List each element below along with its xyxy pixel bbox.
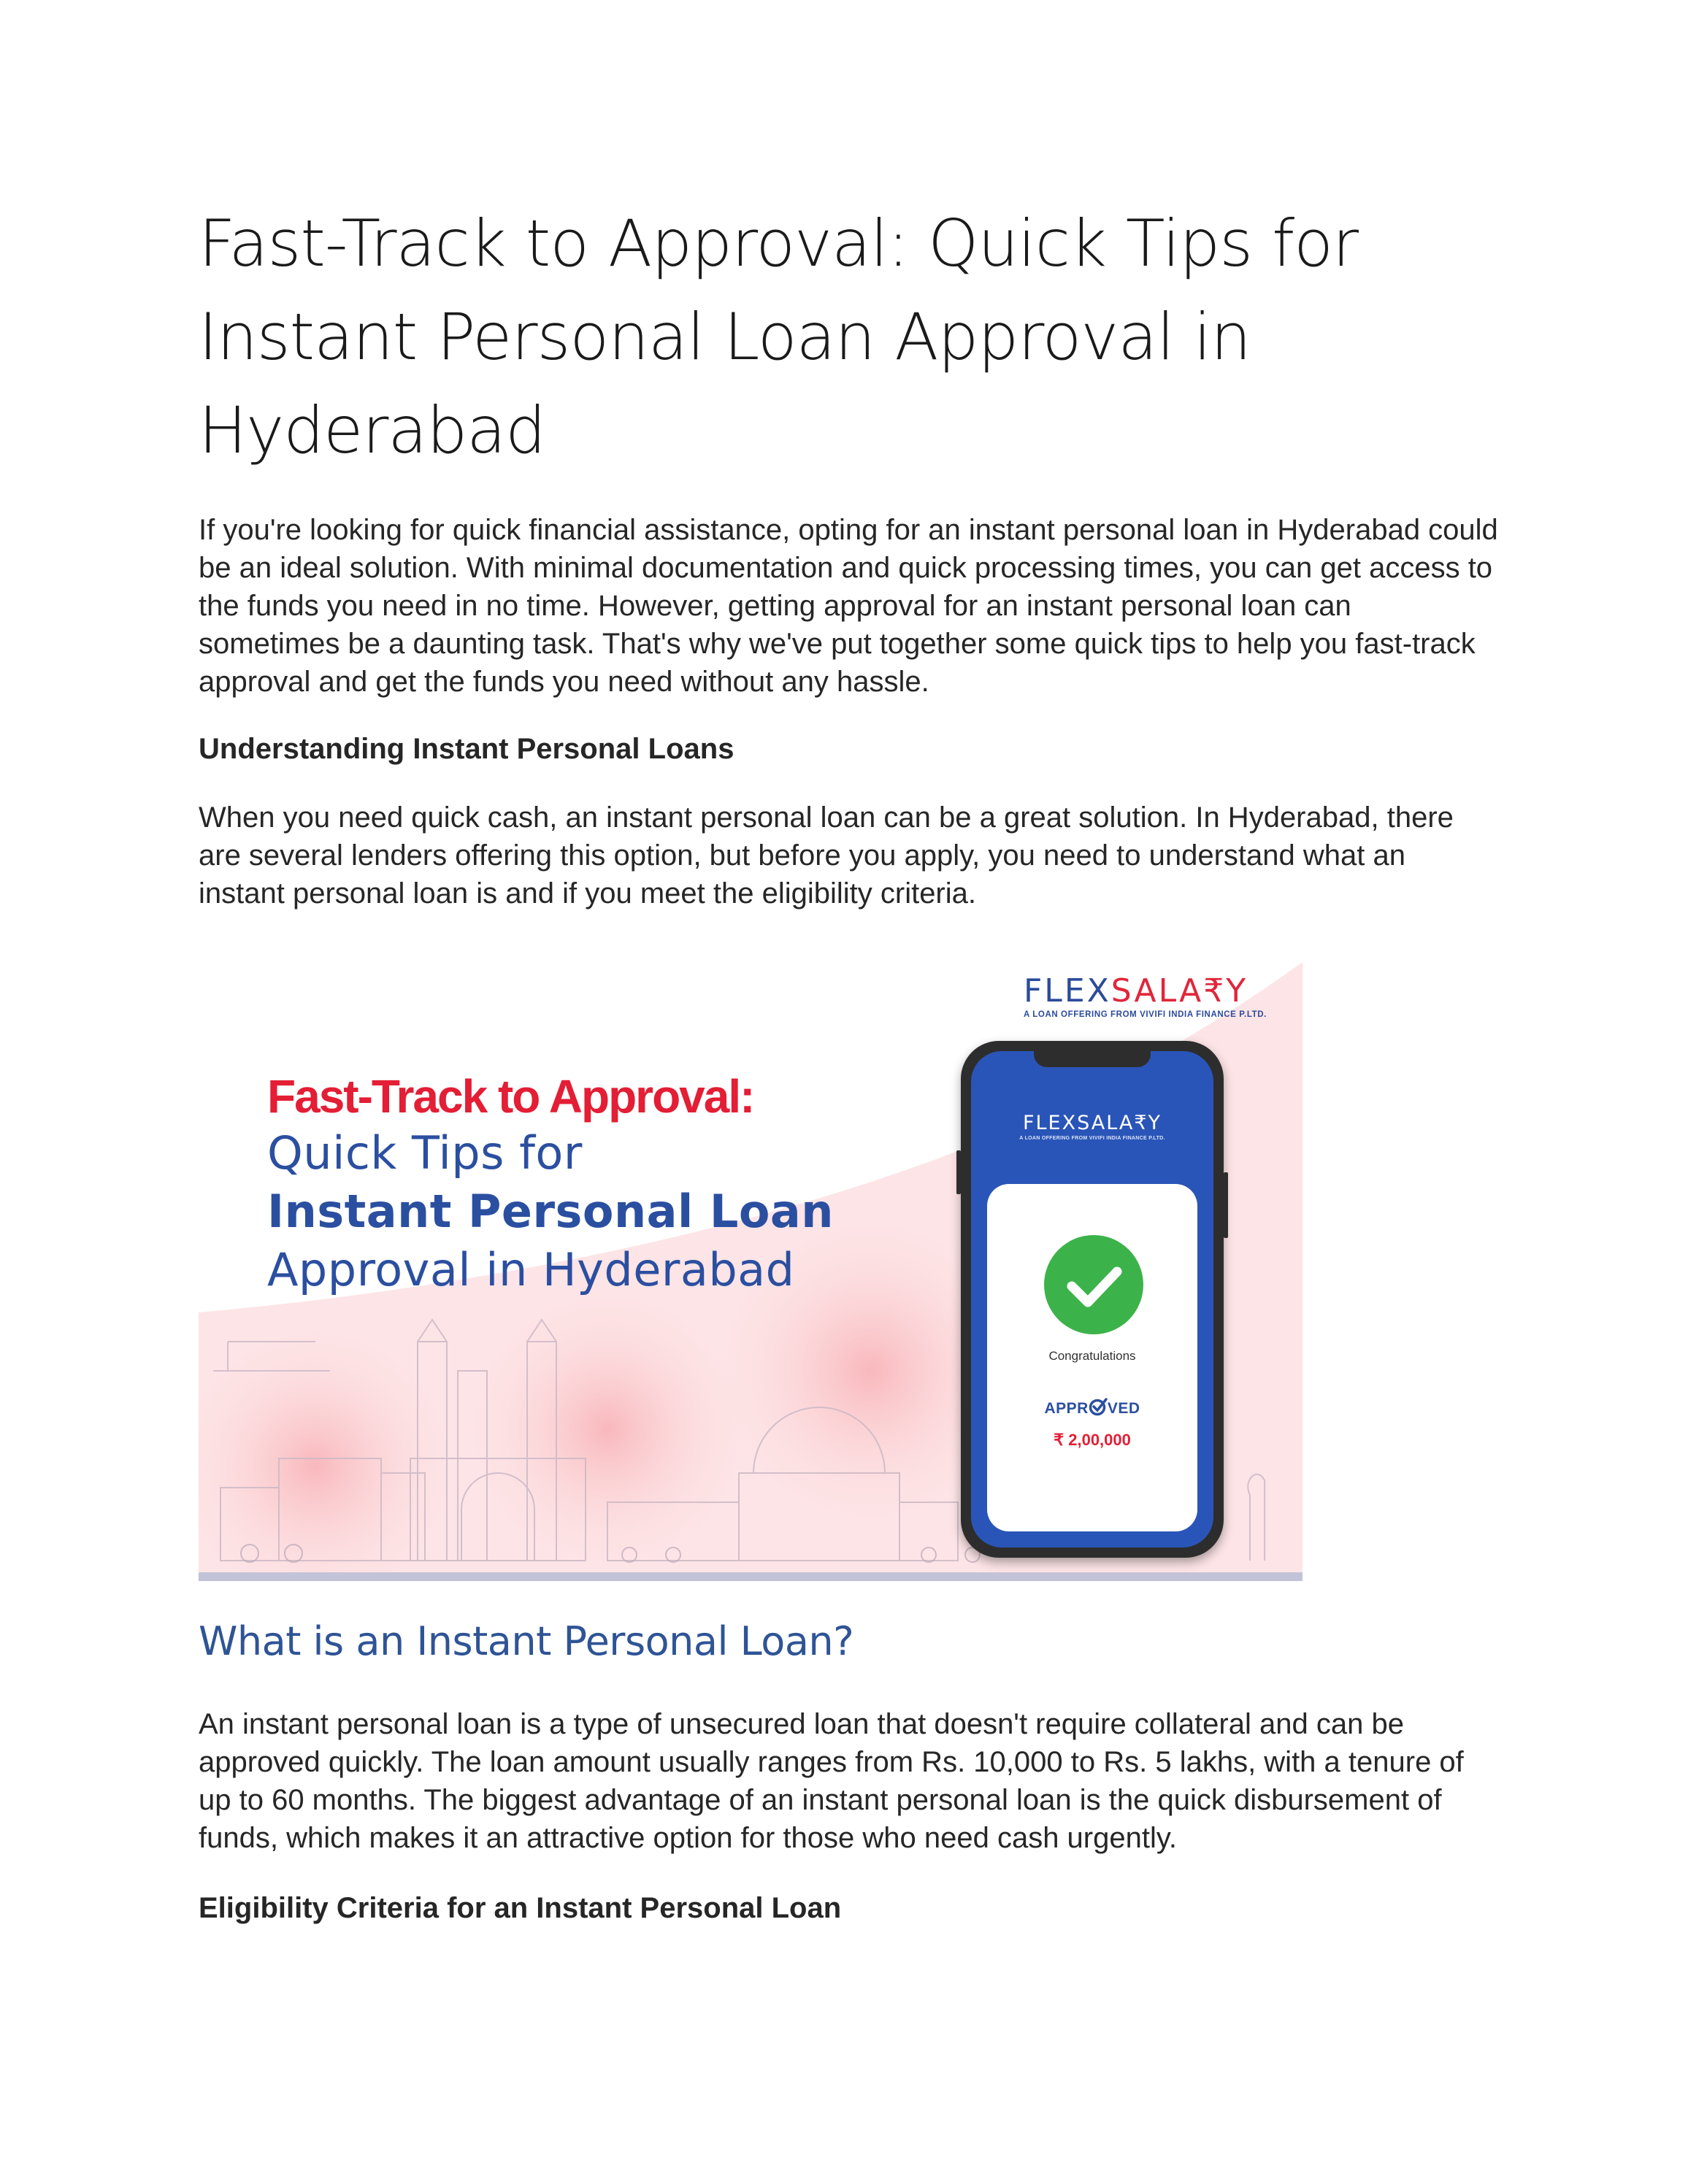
phone-screen bbox=[971, 1051, 1213, 1547]
brand-flex-text: FLEX bbox=[1024, 972, 1111, 1010]
section-heading-what-is: What is an Instant Personal Loan? bbox=[199, 1618, 854, 1664]
headline-line-4: Approval in Hyderabad bbox=[267, 1243, 795, 1296]
phone-mockup bbox=[961, 1041, 1224, 1558]
check-o-icon bbox=[1089, 1397, 1108, 1416]
phone-brand-tagline: A LOAN OFFERING FROM VIVIFI INDIA FINANCE P.LTD. bbox=[1019, 1136, 1165, 1141]
phone-notch bbox=[1034, 1051, 1151, 1067]
phone-brand-salary: SALA₹Y bbox=[1077, 1112, 1162, 1134]
approved-text-left: APPR bbox=[1044, 1400, 1089, 1417]
banner-headline bbox=[267, 1069, 834, 1299]
congratulations-text: Congratulations bbox=[1048, 1349, 1136, 1363]
page-title: Fast-Track to Approval: Quick Tips for Instant Personal Loan Approval in Hyderabad bbox=[199, 206, 1359, 468]
headline-line-2: Quick Tips for bbox=[267, 1126, 583, 1180]
subheading-eligibility: Eligibility Criteria for an Instant Personal Loan bbox=[199, 1892, 842, 1924]
approved-text-right: VED bbox=[1107, 1400, 1140, 1417]
check-icon bbox=[1044, 1235, 1143, 1334]
banner-image bbox=[199, 962, 1303, 1581]
what-is-paragraph: An instant personal loan is a type of unsecured loan that doesn't require collateral and can be approved quickly. The loan amount usually ranges from Rs. 10,000 to Rs. 5 lakhs, with a tenure of up to 60 months. The biggest advantage of an instant personal loan is the quick disbursement of funds, which makes it an attractive option for those who need cash urgently. bbox=[199, 1708, 1464, 1854]
approved-amount: ₹ 2,00,000 bbox=[1054, 1431, 1131, 1449]
intro-paragraph: If you're looking for quick financial assistance, opting for an instant personal loan in Hyderabad could be an ideal solution. With minimal documentation and quick processing times, you can get access to the funds you need in no time. However, getting approval for an instant personal loan can sometimes be a daunting task. That's why we've put together some quick tips to help you fast-track approval and get the funds you need without any hassle. bbox=[199, 514, 1498, 698]
phone-brand-logo bbox=[971, 1112, 1213, 1141]
approval-card bbox=[987, 1184, 1197, 1531]
document-content bbox=[199, 197, 1498, 1927]
phone-side-button bbox=[956, 1150, 961, 1194]
subheading-understanding: Understanding Instant Personal Loans bbox=[199, 733, 734, 765]
phone-side-button bbox=[1224, 1172, 1228, 1238]
approved-label bbox=[987, 1397, 1197, 1418]
understanding-paragraph: When you need quick cash, an instant personal loan can be a great solution. In Hyderabad, there are several lenders offering this option, but before you apply, you need to understand what an instant personal loan is and if you meet the eligibility criteria. bbox=[199, 801, 1454, 910]
brand-salary-text: SALA₹Y bbox=[1110, 972, 1248, 1010]
headline-line-3: Instant Personal Loan bbox=[267, 1185, 834, 1238]
headline-red: Fast-Track to Approval: bbox=[267, 1070, 754, 1123]
brand-logo bbox=[1024, 974, 1267, 1019]
phone-brand-flex: FLEX bbox=[1022, 1112, 1078, 1134]
brand-tagline: A LOAN OFFERING FROM VIVIFI INDIA FINANCE P.LTD. bbox=[1024, 1010, 1267, 1019]
